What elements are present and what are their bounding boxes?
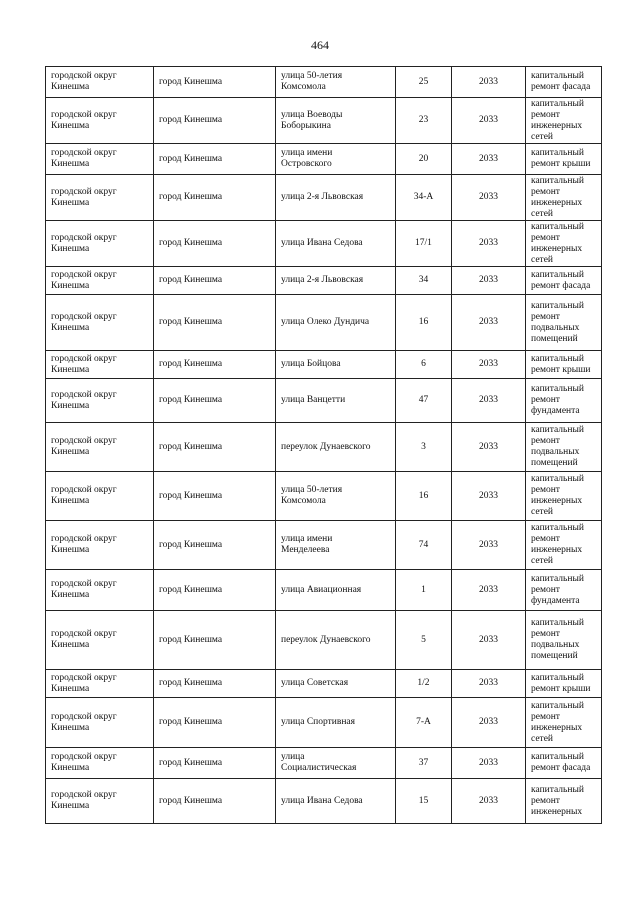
cell-street: улица 50-летия Комсомола <box>276 67 396 98</box>
table-row <box>46 423 602 472</box>
cell-district: городской округ Кинешма <box>46 267 154 295</box>
cell-work-type: капитальный ремонт фасада <box>526 748 602 779</box>
cell-district: городской округ Кинешма <box>46 779 154 824</box>
cell-year: 2033 <box>452 175 526 221</box>
cell-work-type: капитальный ремонт инженерных сетей <box>526 175 602 221</box>
cell-work-type: капитальный ремонт подвальных помещений <box>526 423 602 472</box>
cell-street: переулок Дунаевского <box>276 611 396 670</box>
cell-year: 2033 <box>452 144 526 175</box>
cell-district: городской округ Кинешма <box>46 351 154 379</box>
table-row <box>46 379 602 423</box>
cell-house-number: 16 <box>396 472 452 521</box>
cell-year: 2033 <box>452 221 526 267</box>
registry-table-body <box>46 67 602 824</box>
cell-year: 2033 <box>452 670 526 698</box>
cell-house-number: 16 <box>396 295 452 351</box>
cell-street: улица Олеко Дундича <box>276 295 396 351</box>
cell-street: улица имени Островского <box>276 144 396 175</box>
cell-year: 2033 <box>452 379 526 423</box>
cell-house-number: 15 <box>396 779 452 824</box>
cell-year: 2033 <box>452 570 526 611</box>
registry-table <box>45 66 602 824</box>
cell-city: город Кинешма <box>154 351 276 379</box>
table-row <box>46 351 602 379</box>
cell-street: улица 2-я Львовская <box>276 175 396 221</box>
cell-city: город Кинешма <box>154 221 276 267</box>
cell-district: городской округ Кинешма <box>46 670 154 698</box>
cell-city: город Кинешма <box>154 379 276 423</box>
cell-district: городской округ Кинешма <box>46 472 154 521</box>
cell-city: город Кинешма <box>154 611 276 670</box>
cell-street: улица Авиационная <box>276 570 396 611</box>
table-row <box>46 670 602 698</box>
cell-year: 2033 <box>452 611 526 670</box>
cell-work-type: капитальный ремонт инженерных сетей <box>526 472 602 521</box>
cell-district: городской округ Кинешма <box>46 175 154 221</box>
cell-street: улица Ивана Седова <box>276 779 396 824</box>
table-row <box>46 748 602 779</box>
cell-work-type: капитальный ремонт фундамента <box>526 570 602 611</box>
cell-year: 2033 <box>452 98 526 144</box>
cell-district: городской округ Кинешма <box>46 611 154 670</box>
cell-street: улица 50-летия Комсомола <box>276 472 396 521</box>
table-row <box>46 267 602 295</box>
cell-work-type: капитальный ремонт инженерных сетей <box>526 98 602 144</box>
cell-street: улица Бойцова <box>276 351 396 379</box>
cell-work-type: капитальный ремонт подвальных помещений <box>526 295 602 351</box>
cell-district: городской округ Кинешма <box>46 423 154 472</box>
cell-work-type: капитальный ремонт фасада <box>526 67 602 98</box>
cell-city: город Кинешма <box>154 570 276 611</box>
cell-year: 2033 <box>452 267 526 295</box>
cell-city: город Кинешма <box>154 295 276 351</box>
cell-district: городской округ Кинешма <box>46 295 154 351</box>
page-number: 464 <box>311 38 329 52</box>
table-row <box>46 779 602 824</box>
cell-street: улица имени Менделеева <box>276 521 396 570</box>
cell-house-number: 20 <box>396 144 452 175</box>
cell-city: город Кинешма <box>154 175 276 221</box>
cell-work-type: капитальный ремонт инженерных сетей <box>526 521 602 570</box>
cell-year: 2033 <box>452 351 526 379</box>
cell-district: городской округ Кинешма <box>46 748 154 779</box>
cell-city: город Кинешма <box>154 423 276 472</box>
cell-year: 2033 <box>452 472 526 521</box>
cell-district: городской округ Кинешма <box>46 698 154 748</box>
cell-street: улица Советская <box>276 670 396 698</box>
cell-district: городской округ Кинешма <box>46 144 154 175</box>
cell-district: городской округ Кинешма <box>46 98 154 144</box>
table-row <box>46 521 602 570</box>
cell-house-number: 5 <box>396 611 452 670</box>
table-row <box>46 67 602 98</box>
cell-city: город Кинешма <box>154 779 276 824</box>
table-row <box>46 98 602 144</box>
cell-work-type: капитальный ремонт крыши <box>526 144 602 175</box>
cell-year: 2033 <box>452 423 526 472</box>
cell-house-number: 3 <box>396 423 452 472</box>
cell-work-type: капитальный ремонт крыши <box>526 670 602 698</box>
table-row <box>46 570 602 611</box>
cell-house-number: 17/1 <box>396 221 452 267</box>
cell-city: город Кинешма <box>154 144 276 175</box>
cell-house-number: 25 <box>396 67 452 98</box>
cell-city: город Кинешма <box>154 670 276 698</box>
cell-house-number: 34 <box>396 267 452 295</box>
cell-year: 2033 <box>452 779 526 824</box>
cell-street: улица Спортивная <box>276 698 396 748</box>
cell-district: городской округ Кинешма <box>46 67 154 98</box>
cell-house-number: 6 <box>396 351 452 379</box>
cell-work-type: капитальный ремонт инженерных <box>526 779 602 824</box>
cell-city: город Кинешма <box>154 472 276 521</box>
cell-city: город Кинешма <box>154 698 276 748</box>
cell-house-number: 7-А <box>396 698 452 748</box>
cell-year: 2033 <box>452 748 526 779</box>
cell-house-number: 47 <box>396 379 452 423</box>
table-row <box>46 472 602 521</box>
cell-work-type: капитальный ремонт инженерных сетей <box>526 221 602 267</box>
cell-street: улица Воеводы Боборыкина <box>276 98 396 144</box>
table-row <box>46 611 602 670</box>
cell-street: улица Ванцетти <box>276 379 396 423</box>
table-row <box>46 175 602 221</box>
cell-house-number: 37 <box>396 748 452 779</box>
cell-street: улица 2-я Львовская <box>276 267 396 295</box>
cell-house-number: 1 <box>396 570 452 611</box>
cell-year: 2033 <box>452 698 526 748</box>
table-row <box>46 295 602 351</box>
cell-street: улица Социалистическая <box>276 748 396 779</box>
cell-district: городской округ Кинешма <box>46 379 154 423</box>
cell-work-type: капитальный ремонт инженерных сетей <box>526 698 602 748</box>
cell-house-number: 1/2 <box>396 670 452 698</box>
cell-city: город Кинешма <box>154 521 276 570</box>
cell-work-type: капитальный ремонт фундамента <box>526 379 602 423</box>
cell-year: 2033 <box>452 521 526 570</box>
cell-district: городской округ Кинешма <box>46 221 154 267</box>
cell-street: переулок Дунаевского <box>276 423 396 472</box>
cell-house-number: 34-А <box>396 175 452 221</box>
cell-work-type: капитальный ремонт фасада <box>526 267 602 295</box>
cell-city: город Кинешма <box>154 267 276 295</box>
cell-house-number: 23 <box>396 98 452 144</box>
cell-city: город Кинешма <box>154 98 276 144</box>
table-row <box>46 144 602 175</box>
table-row <box>46 698 602 748</box>
cell-work-type: капитальный ремонт крыши <box>526 351 602 379</box>
cell-district: городской округ Кинешма <box>46 521 154 570</box>
cell-year: 2033 <box>452 295 526 351</box>
cell-city: город Кинешма <box>154 748 276 779</box>
cell-district: городской округ Кинешма <box>46 570 154 611</box>
cell-street: улица Ивана Седова <box>276 221 396 267</box>
cell-house-number: 74 <box>396 521 452 570</box>
cell-year: 2033 <box>452 67 526 98</box>
cell-work-type: капитальный ремонт подвальных помещений <box>526 611 602 670</box>
table-row <box>46 221 602 267</box>
cell-city: город Кинешма <box>154 67 276 98</box>
